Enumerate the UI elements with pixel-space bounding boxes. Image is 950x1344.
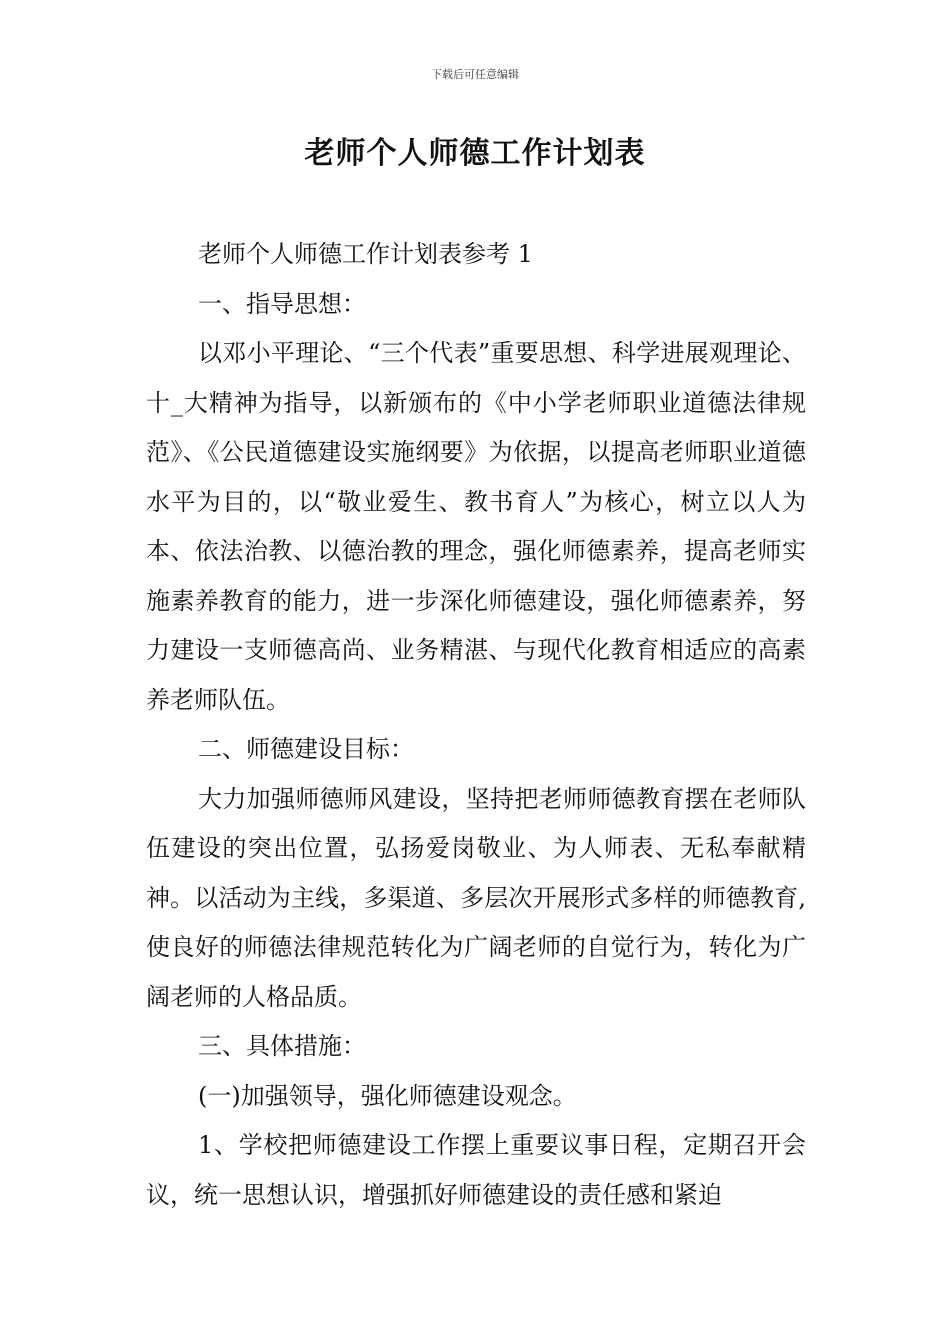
paragraph-measure-1: 1、学校把师德建设工作摆上重要议事日程，定期召开会议，统一思想认识，增强抓好师德建设的责任感和紧迫 [146,1131,806,1209]
section-heading-1: 一、指导思想： [198,289,366,318]
subsection-heading-1: (一)加强领导，强化师德建设观念。 [198,1081,577,1110]
paragraph-goals: 大力加强师德师风建设，坚持把老师师德教育摆在老师队伍建设的突出位置，弘扬爱岗敬业、为人师表、无私奉献精神。以活动为主线，多渠道、多层次开展形式多样的师德教育,使良好的师德法律规范转化为广阔老师的自觉行为，转化为广阔老师的人格品质。 [146,784,806,1011]
document-title: 老师个人师德工作计划表 [304,136,646,171]
section-heading-3: 三、具体措施： [198,1032,366,1060]
paragraph-guiding-ideology: 以邓小平理论、“三个代表”重要思想、科学进展观理论、十_大精神为指导，以新颁布的《中小学老师职业道德法律规范》、《公民道德建设实施纲要》为依据，以提高老师职业道德水平为目的，以“敬业爱生、教书育人”为核心，树立以人为本、依法治教、以德治教的理念，强化师德素养，提高老师实施素养教育的能力，进一步深化师德建设，强化师德素养，努力建设一支师德高尚、业务精湛、与现代化教育相适应的高素养老师队伍。 [146,339,806,714]
header-note: 下载后可任意编辑 [431,68,519,81]
paragraph-subtitle: 老师个人师德工作计划表参考 1 [198,240,533,268]
section-heading-2: 二、师德建设目标： [198,735,414,763]
document-body [146,230,806,1220]
